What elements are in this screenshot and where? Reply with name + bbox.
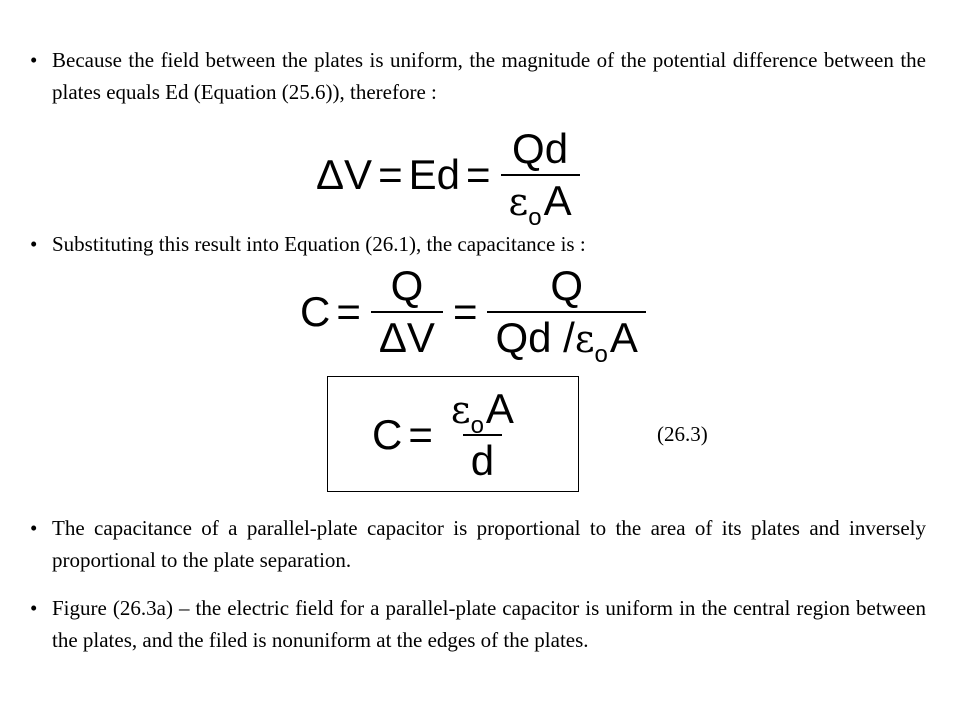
eq2-frac1-numerator: Q bbox=[390, 262, 424, 309]
eq1-fraction bbox=[501, 125, 580, 231]
eq3-equals: = bbox=[408, 411, 433, 458]
eq2-equals-1: = bbox=[336, 288, 361, 335]
bullet-potential-difference bbox=[30, 44, 926, 108]
equation-delta-v bbox=[316, 125, 584, 231]
epsilon-symbol: ε bbox=[508, 180, 529, 224]
epsilon-symbol: ε bbox=[450, 388, 471, 432]
eq2-fraction-1 bbox=[371, 262, 443, 361]
eq3-denominator: d bbox=[463, 434, 502, 482]
eq2-lhs: C bbox=[300, 288, 331, 335]
eq1-equals-2: = bbox=[465, 151, 491, 198]
subscript-o: o bbox=[594, 341, 608, 368]
subscript-o: o bbox=[528, 204, 542, 231]
area-symbol: A bbox=[609, 314, 638, 361]
eq3-fraction bbox=[443, 385, 522, 484]
eq1-mid: Ed bbox=[408, 151, 460, 198]
bullet-proportionality bbox=[30, 512, 926, 576]
eq2-frac1-denominator: ΔV bbox=[371, 311, 443, 359]
bullet-text: The capacitance of a parallel-plate capacitor is proportional to the area of its plates and inversely proportional to the plate separation. bbox=[52, 516, 926, 572]
eq1-lhs: ΔV bbox=[316, 151, 373, 198]
bullet-substitution bbox=[30, 228, 926, 260]
bullet-marker: • bbox=[30, 516, 38, 540]
bullet-figure-description bbox=[30, 592, 926, 656]
eq1-denominator bbox=[501, 174, 580, 231]
equation-number: (26.3) bbox=[657, 422, 708, 446]
eq3-lhs: C bbox=[372, 411, 403, 458]
bullet-marker: • bbox=[30, 48, 38, 72]
eq1-equals-1: = bbox=[378, 151, 403, 198]
subscript-o: o bbox=[470, 412, 484, 439]
eq2-fraction-2 bbox=[487, 262, 645, 368]
bullet-text: Substituting this result into Equation (26.1), the capacitance is : bbox=[52, 232, 586, 256]
area-symbol: A bbox=[543, 177, 572, 224]
equation-capacitance-result bbox=[372, 385, 526, 484]
eq2-frac2-numerator: Q bbox=[550, 262, 584, 309]
qd-over: Qd / bbox=[495, 314, 575, 361]
equation-capacitance-derivation bbox=[300, 262, 650, 368]
eq3-numerator bbox=[443, 385, 522, 439]
bullet-marker: • bbox=[30, 232, 38, 256]
eq2-frac2-denominator bbox=[487, 311, 645, 368]
bullet-marker: • bbox=[30, 596, 38, 620]
epsilon-symbol: ε bbox=[574, 317, 595, 361]
bullet-text: Because the field between the plates is uniform, the magnitude of the potential difference between the plates equals Ed (Equation (25.6)), therefore : bbox=[52, 48, 926, 104]
area-symbol: A bbox=[485, 385, 514, 432]
eq2-equals-2: = bbox=[452, 288, 478, 335]
eq1-numerator: Qd bbox=[512, 125, 569, 172]
bullet-text: Figure (26.3a) – the electric field for a parallel-plate capacitor is uniform in the central region between the plates, and the filed is nonuniform at the edges of the plates. bbox=[52, 596, 926, 652]
